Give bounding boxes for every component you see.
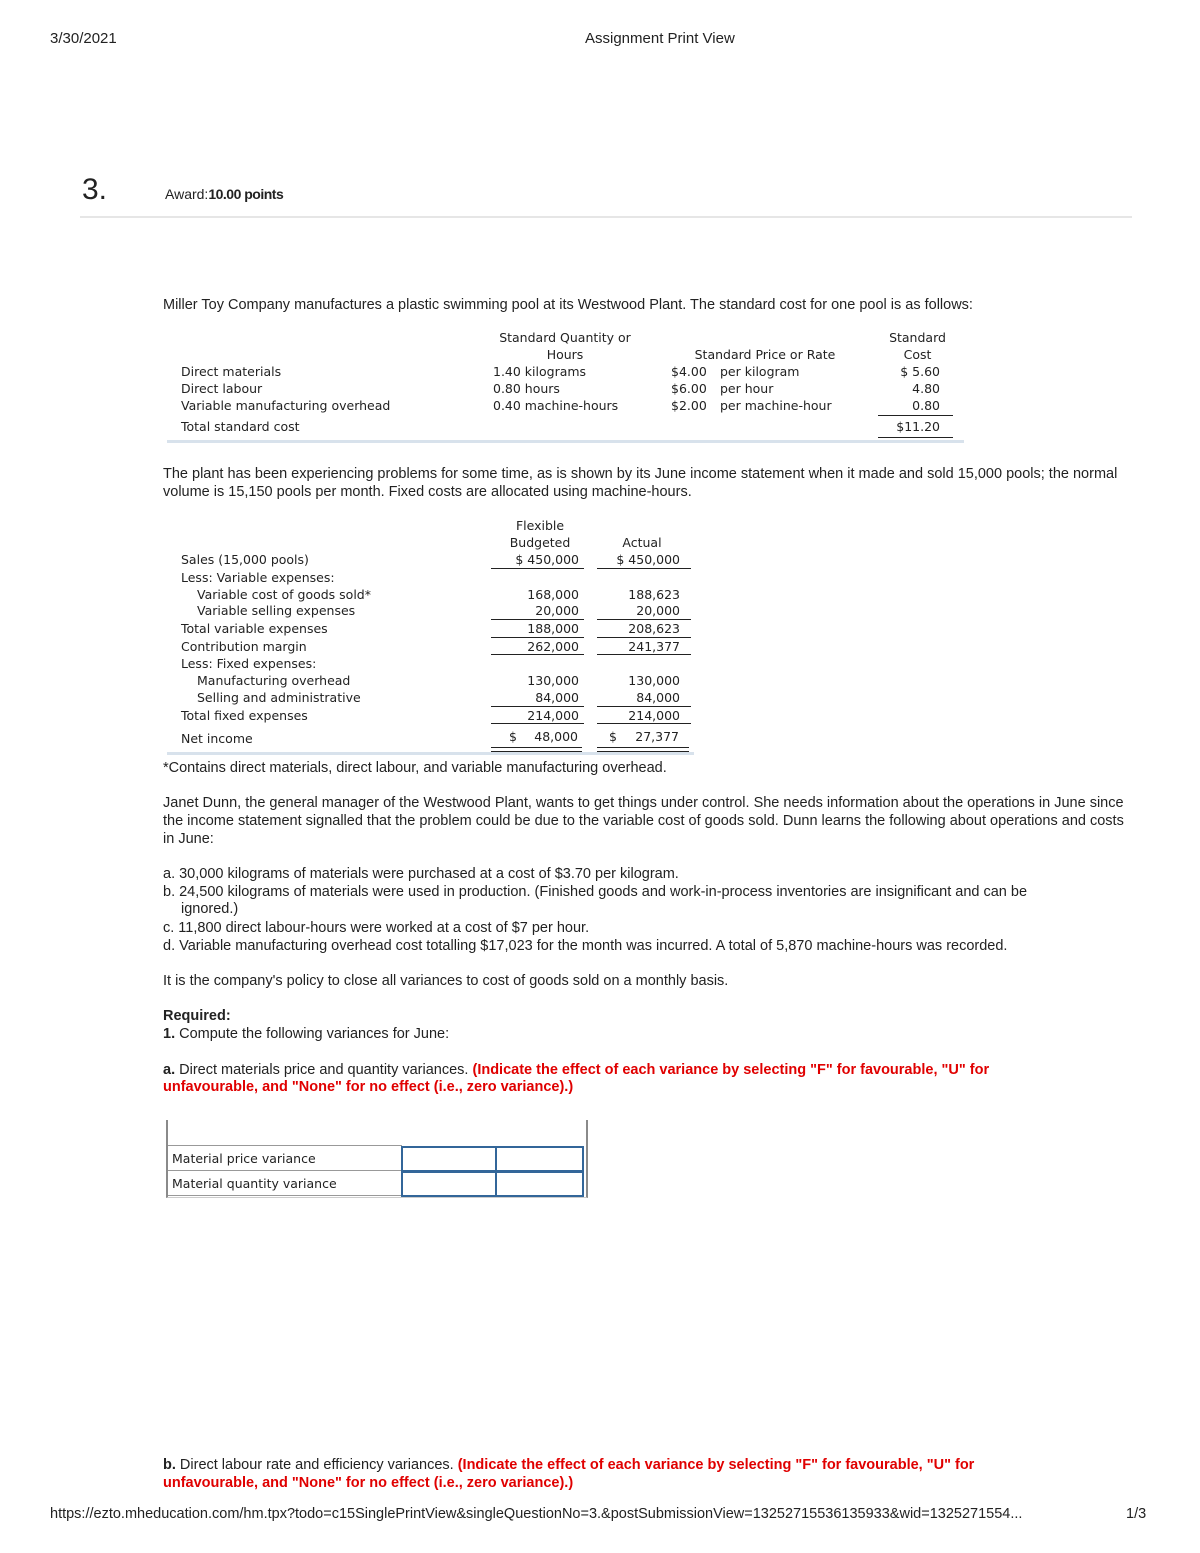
std-row-qty: 0.80 hours	[493, 381, 560, 396]
part-a-letter: a.	[163, 1062, 176, 1078]
income-row-label: Less: Fixed expenses:	[181, 656, 317, 671]
income-row-flex-value: 168,000	[527, 587, 579, 602]
award-label: Award:	[165, 186, 209, 202]
std-total-label: Total standard cost	[181, 419, 300, 434]
income-row-actual-value: 214,000	[628, 708, 680, 723]
policy-paragraph: It is the company's policy to close all variances to cost of goods sold on a monthly basis.	[163, 973, 729, 989]
subtotal-rule	[878, 415, 953, 416]
part-b-instruction-continued: unfavourable, and "None" for no effect (i.e., zero variance).)	[163, 1475, 574, 1491]
std-row-price: $2.00	[671, 398, 707, 413]
std-qty-header-1: Standard Quantity or	[499, 330, 631, 345]
row-rule	[168, 1195, 402, 1196]
part-a-instruction-continued: unfavourable, and "None" for no effect (i.e., zero variance).)	[163, 1079, 574, 1095]
fact-c: c. 11,800 direct labour-hours were worked at a cost of $7 per hour.	[163, 920, 590, 936]
print-date: 3/30/2021	[50, 30, 117, 47]
rule	[491, 637, 584, 638]
rule	[597, 723, 691, 724]
std-price-header: Standard Price or Rate	[694, 347, 836, 362]
required-item-1	[163, 1025, 449, 1043]
part-b-letter: b.	[163, 1457, 176, 1473]
std-row-cost: 0.80	[912, 398, 940, 413]
rule	[597, 706, 691, 707]
material-quantity-variance-label: Material quantity variance	[172, 1176, 337, 1191]
income-row-label: Variable selling expenses	[197, 603, 356, 618]
fact-a: a. 30,000 kilograms of materials were purchased at a cost of $3.70 per kilogram.	[163, 866, 679, 882]
std-row-unit: per kilogram	[720, 364, 800, 379]
std-row-qty: 0.40 machine-hours	[493, 398, 619, 413]
income-row-label: Selling and administrative	[197, 690, 361, 705]
income-row-label: Manufacturing overhead	[197, 673, 351, 688]
std-row-cost: 4.80	[912, 381, 940, 396]
flex-header-1: Flexible	[515, 518, 565, 533]
income-row-label: Total variable expenses	[181, 621, 328, 636]
page-title: Assignment Print View	[585, 30, 735, 47]
income-row-actual-value: 241,377	[628, 639, 680, 654]
question-number: 3.	[82, 173, 108, 206]
income-row-flex-value: 84,000	[535, 690, 579, 705]
std-row-label: Variable manufacturing overhead	[181, 398, 391, 413]
income-row-label: Less: Variable expenses:	[181, 570, 335, 585]
required-heading: Required:	[163, 1008, 231, 1024]
income-row-label: Variable cost of goods sold*	[197, 587, 371, 602]
std-row-qty: 1.40 kilograms	[493, 364, 587, 379]
material-price-amount-input[interactable]	[401, 1146, 497, 1172]
fact-b: b. 24,500 kilograms of materials were used in production. (Finished goods and work-in-process inventories are insignificant and can be	[163, 884, 1028, 900]
income-row-flex-value: 188,000	[527, 621, 579, 636]
std-row-label: Direct materials	[181, 364, 282, 379]
total-rule	[878, 437, 953, 438]
row-rule	[168, 1170, 402, 1171]
rule	[597, 619, 691, 620]
part-b-prompt	[163, 1456, 1123, 1474]
income-row-label: Contribution margin	[181, 639, 307, 654]
net-actual-value: 27,377	[635, 729, 679, 744]
income-row-flex-value: 20,000	[535, 603, 579, 618]
std-row-label: Direct labour	[181, 381, 263, 396]
part-a-text: Direct materials price and quantity variances.	[175, 1062, 473, 1078]
income-bottom-border	[167, 752, 694, 755]
part-b-instruction: (Indicate the effect of each variance by selecting "F" for favourable, "U" for	[457, 1457, 975, 1473]
flex-header-2: Budgeted	[509, 535, 571, 550]
material-price-effect-select[interactable]	[495, 1146, 584, 1172]
std-cost-header-1: Standard	[889, 330, 946, 345]
income-row-actual-value: 188,623	[628, 587, 680, 602]
material-quantity-effect-select[interactable]	[495, 1171, 584, 1197]
income-row-actual-value: 20,000	[636, 603, 680, 618]
footnote: *Contains direct materials, direct labour, and variable manufacturing overhead.	[163, 760, 667, 776]
dunn-paragraph: Janet Dunn, the general manager of the Westwood Plant, wants to get things under control. She needs information about the operations in June since the income statement signalled that the problem could be due to the variable cost of goods sold. Dunn learns the following about operations and costs in June:	[163, 795, 1124, 847]
part-a-instruction: (Indicate the effect of each variance by selecting "F" for favourable, "U" for	[472, 1062, 990, 1078]
fact-d: d. Variable manufacturing overhead cost totalling $17,023 for the month was incurred. A total of 5,870 machine-hours was recorded.	[163, 938, 1008, 954]
std-cost-header-2: Cost	[903, 347, 932, 362]
income-row-flex-value: $ 450,000	[515, 552, 579, 567]
std-total-value: $11.20	[896, 419, 940, 434]
item-text: Compute the following variances for June:	[175, 1026, 450, 1042]
question-divider	[80, 216, 1132, 218]
income-row-flex-value: 214,000	[527, 708, 579, 723]
std-row-price: $4.00	[671, 364, 707, 379]
rule	[491, 654, 584, 655]
net-income-label: Net income	[181, 731, 253, 746]
rule	[491, 568, 584, 569]
intro-paragraph: Miller Toy Company manufactures a plastic swimming pool at its Westwood Plant. The standard cost for one pool is as follows:	[163, 297, 973, 313]
material-price-variance-label: Material price variance	[172, 1151, 316, 1166]
award-points: 10.00 points	[208, 186, 284, 202]
rule	[597, 637, 691, 638]
fact-b-continued: ignored.)	[181, 901, 239, 917]
part-b-text: Direct labour rate and efficiency variances.	[175, 1457, 458, 1473]
item-number: 1.	[163, 1026, 176, 1042]
rule	[597, 654, 691, 655]
actual-header: Actual	[622, 535, 662, 550]
income-row-actual-value: $ 450,000	[616, 552, 680, 567]
part-a-prompt	[163, 1061, 1123, 1079]
std-row-unit: per machine-hour	[720, 398, 832, 413]
income-row-actual-value: 84,000	[636, 690, 680, 705]
material-quantity-amount-input[interactable]	[401, 1171, 497, 1197]
std-row-unit: per hour	[720, 381, 774, 396]
income-row-actual-value: 208,623	[628, 621, 680, 636]
footer-url[interactable]: https://ezto.mheducation.com/hm.tpx?todo=c15SinglePrintView&singleQuestionNo=3.&postSubmissionView=13252715536135933&wid=1325271554...	[50, 1506, 1023, 1522]
income-row-flex-value: 262,000	[527, 639, 579, 654]
std-row-price: $6.00	[671, 381, 707, 396]
award-line	[165, 186, 283, 202]
income-row-label: Total fixed expenses	[181, 708, 308, 723]
problem-paragraph: The plant has been experiencing problems for some time, as is shown by its June income statement when it made and sold 15,000 pools; the normal volume is 15,150 pools per month. Fixed costs are allocated using machine-hours.	[163, 466, 1118, 500]
rule	[597, 568, 691, 569]
std-row-cost: $ 5.60	[900, 364, 940, 379]
net-flex-value: 48,000	[534, 729, 578, 744]
income-row-actual-value: 130,000	[628, 673, 680, 688]
income-row-label: Sales (15,000 pools)	[181, 552, 309, 567]
income-row-flex-value: 130,000	[527, 673, 579, 688]
rule	[491, 723, 584, 724]
rule	[491, 619, 584, 620]
page-number: 1/3	[1126, 1506, 1147, 1522]
net-actual-sign: $	[609, 729, 617, 744]
net-flex-sign: $	[509, 729, 517, 744]
table-bottom-border	[167, 440, 964, 443]
std-qty-header-2: Hours	[546, 347, 584, 362]
rule	[491, 706, 584, 707]
